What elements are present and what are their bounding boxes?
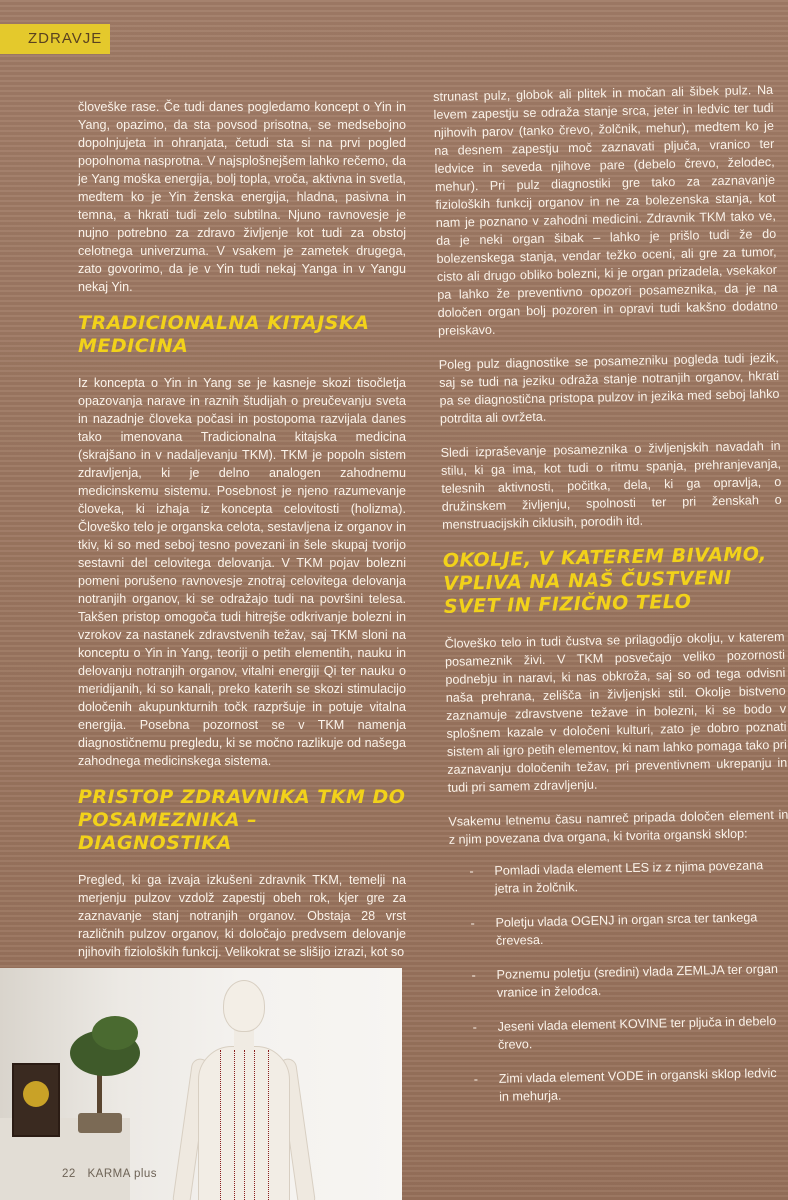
heading-diagnostics: PRISTOP ZDRAVNIKA TKM DO POSAMEZNIKA – DIAGNOSTIKA (78, 786, 406, 854)
bullet-dash: - (471, 968, 476, 983)
heading-environment: OKOLJE, V KATEREM BIVAMO, VPLIVA NA NAŠ ČUSTVENI SVET IN FIZIČNO TELO (442, 543, 767, 618)
list-item-text: Zimi vlada element VODE in organski sklop ledvic in mehurja. (498, 1066, 777, 1104)
lifestyle-paragraph: Sledi izpraševanje posameznika o življenjskih navadah in stilu, ki ga ima, kot tudi o ritmu spanja, prehranjevanja, telesnih aktivnosti, počitka, dela, ki ga opravlja, o družinskem življenju, spolnosti ter pri ženskah o menstruacijskih ciklusih, porodih itd. (440, 438, 782, 532)
list-item (454, 1064, 788, 1107)
bullet-dash: - (469, 864, 474, 879)
list-item (449, 856, 788, 899)
environment-paragraph: Človeško telo in tudi čustva se prilagodijo okolju, v katerem posameznik živi. V TKM posvečajo veliko pozornosti podnebju in naravi, ki nas obkroža, saj so od tega odvisni naša prehrana, zelišča in življenjski stil. Okolje bistveno zaznamuje zdravstvene težave in bolezni, ki se bodo v splošnem kazale v določeni kulturi, zato je dobro poznati sistem ali igro petih elementov, ki nam lahko pomaga tako pri zaznavanju določenih težav, pri preventivnem ukrepanju in tudi pri samem zdravljenju. (444, 629, 788, 795)
acupuncture-mannequin (190, 980, 300, 1200)
list-item (451, 960, 788, 1003)
intro-paragraph: človeške rase. Če tudi danes pogledamo koncept o Yin in Yang, opazimo, da sta povsod prisotna, se medsebojno dopolnjujeta in ohranjata, četudi sta si na prvi pogled popolnoma nasprotna. V najsplošnejšem lahko rečemo, da je Yang moška energija, bolj topla, vroča, aktivna in svetla, medtem ko je Yin ženska energija, hladna, pasivna in temna, a hkrati tudi zelo subtilna. Njuno ravnovesje je nujno potrebno za zdravo življenje kot tudi za obstoj celotnega univerzuma. V vsakem je zametek drugega, zato govorimo, da je v Yin tudi nekaj Yanga in v Yangu nekaj Yin. (78, 100, 406, 294)
bullet-dash: - (472, 1020, 478, 1035)
diagnostics-paragraph: Pregled, ki ga izvaja izkušeni zdravnik TKM, temelji na merjenju pulzov vzdolž zapestij obeh rok, kjer gre za zaznavanje stanj notranjih organov. Obstaja 28 vrst različnih pulzov organov, ki določajo predvsem delovanje njihovih fizioloških funkcij. Velikokrat se slišijo izrazi, kot so (78, 873, 406, 959)
bullet-dash: - (470, 916, 475, 931)
meridian-line (234, 1050, 235, 1200)
meridian-line (220, 1050, 221, 1200)
mannequin-head (223, 980, 265, 1032)
page-footer (62, 1168, 157, 1180)
left-column (78, 98, 406, 977)
bonsai-pot (78, 1113, 122, 1133)
list-item-text: Poletju vlada OGENJ in organ srca ter tankega črevesa. (495, 910, 758, 948)
page-number: 22 (62, 1168, 76, 1180)
magazine-name: KARMA plus (87, 1168, 158, 1180)
list-item-text: Poznemu poletju (sredini) vlada ZEMLJA ter organ vranice in želodca. (496, 961, 779, 1000)
tongue-paragraph: Poleg pulz diagnostike se posamezniku pogleda tudi jezik, saj se tudi na jeziku odraža stanje notranjih organov, hkrati pa se diagnostična pristopa pulzov in jezika med seboj lahko potrdita ali ovržeta. (438, 350, 780, 426)
pulse-paragraph: strunast pulz, globok ali plitek in močan ali šibek pulz. Na levem zapestju se odraža stanje srca, jeter in ledvic ter tudi njihovih parov (tanko črevo, žolčnik, mehur), medtem ko je na desnem zapestju moč zaznavati pljuča, vranico ter ledvice in seveda njihove pare (debelo črevo, želodec, mehur). Pri pulz diagnostiki gre tako za zaznavanje fizioloških funkcij organov in ne za bolezenska stanja, kot nam je poznano v zahodni medicini. Zdravnik TKM tako ve, da je neki organ šibak – lahko je prišlo tudi že do bolezenskega stanja, vendar težko oceni, ali gre za tumor, cisto ali drugo obliko bolezni, ki je organ prizadela, vsekakor pa lahko že preventivno opozori posameznika, da je na določen organ bolj pozoren in opravi tudi kakšno dodatno preiskavo. (433, 82, 778, 338)
list-item (452, 1012, 788, 1055)
section-tab: ZDRAVJE (0, 24, 110, 54)
list-item-text: Jeseni vlada element KOVINE ter pljuča in debelo črevo. (497, 1014, 777, 1052)
list-item (450, 908, 788, 951)
heading-tkm: TRADICIONALNA KITAJSKA MEDICINA (78, 312, 370, 357)
five-elements-list (449, 856, 788, 1107)
tkm-paragraph: Iz koncepta o Yin in Yang se je kasneje skozi tisočletja opazovanja narave in raznih študijah o preučevanju sveta in nazadnje človeka počasi in postopoma razvijala danes tako imenovana Tradicionalna kitajska medicina (skrajšano in v nadaljevanju TKM). TKM je popoln sistem zdravljenja, ki je delno analogen zahodnemu medicinskemu sistemu. Posebnost je njeno razumevanje človeka, ki izhaja iz koncepta celovitosti (holizma). Človeško telo je organska celota, sestavljena iz organov in tkiv, ki so med seboj tesno povezani in šele skupaj tvorijo sestavni del celovitega delovanja. V TKM pojav bolezni pomeni porušeno ravnovesje znotraj celovitega delovanja notranjih organov, ki se odražajo tudi na površini telesa. Takšen pristop omogoča tudi hitrejše odkrivanje bolezni in vzrokov za nastanek zdravstvenih težav, saj TKM sloni na konceptu o Yin in Yang, teoriji o petih elementih, nauku in delovanju notranjih organov, vitalni energiji Qi ter nauku o meridijanih, ki so kanali, preko katerih se skozi stimulacijo določenih akupunkturnih točk razpršuje in potuje vitalna energija. Posebna pozornost se v TKM namenja diagnostičnemu pregledu, ki se močno razlikuje od našega zahodnega medicinskega sistema. (78, 376, 406, 768)
seasons-intro-paragraph: Vsakemu letnemu času namreč pripada določen element in z njim povezana dva organa, ki tvorita organski sklop: (448, 807, 788, 847)
meridian-line (268, 1050, 269, 1200)
right-column (433, 81, 788, 1123)
picture-frame (12, 1063, 60, 1137)
acupuncture-model-photo (0, 968, 402, 1200)
bonsai-foliage-top (92, 1016, 138, 1050)
gold-disc (23, 1081, 49, 1107)
meridian-line (254, 1050, 255, 1200)
bullet-dash: - (473, 1072, 479, 1087)
list-item-text: Pomladi vlada element LES iz z njima povezana jetra in žolčnik. (494, 858, 764, 896)
meridian-line (244, 1050, 245, 1200)
